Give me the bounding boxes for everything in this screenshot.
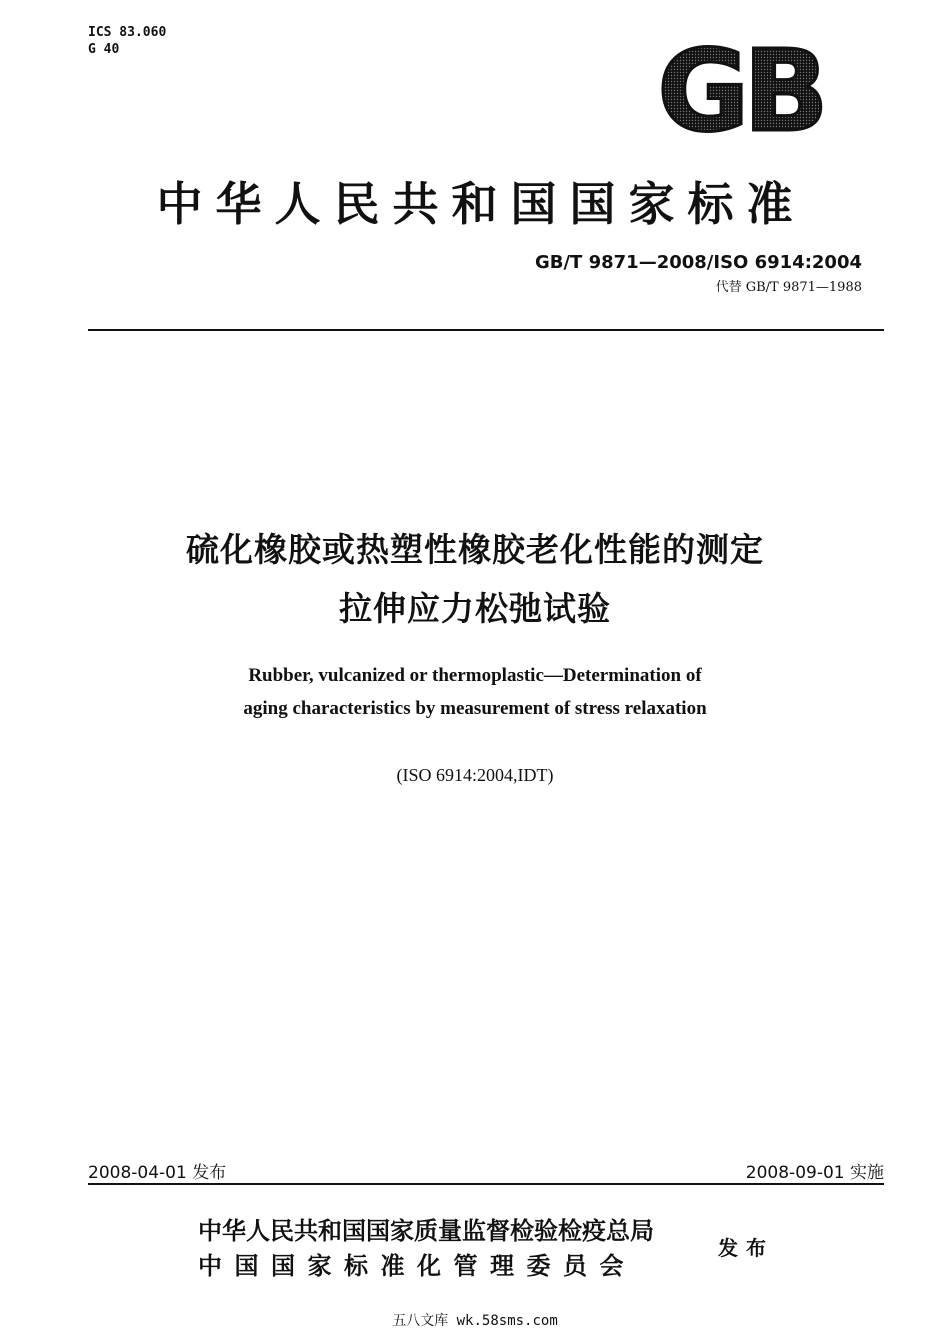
ics-classification — [88, 24, 166, 58]
issuer-aqsiq: 中华人民共和国国家质量监督检验检疫总局 — [198, 1216, 654, 1245]
document-type-title: 中华人民共和国国家标准 — [156, 177, 806, 231]
gb-logo — [640, 38, 840, 142]
ccs-code: G 40 — [88, 42, 120, 57]
gb-logo-icon — [640, 38, 840, 142]
publish-label: 发布 — [718, 1236, 774, 1260]
title-en-line-1: Rubber, vulcanized or thermoplastic—Determination of — [248, 665, 702, 686]
issuing-authorities — [198, 1213, 654, 1283]
replaces-standard: 代替 GB/T 9871—1988 — [715, 280, 862, 295]
issuer-sac: 中国国家标准化管理委员会 — [198, 1251, 636, 1280]
title-en-line-2: aging characteristics by measurement of stress relaxation — [243, 698, 707, 719]
footer-divider — [88, 1183, 884, 1185]
svg-text:GB: GB — [657, 38, 823, 142]
site-watermark: 五八文库 wk.58sms.com — [392, 1313, 558, 1329]
title-cn-line-2: 拉伸应力松弛试验 — [339, 589, 611, 628]
standard-number: GB/T 9871—2008/ISO 6914:2004 — [534, 252, 862, 273]
iso-reference: (ISO 6914:2004,IDT) — [396, 765, 554, 785]
publish-date: 2008-04-01 发布 — [88, 1163, 227, 1183]
title-cn-line-1: 硫化橡胶或热塑性橡胶老化性能的测定 — [186, 530, 764, 569]
ics-code: ICS 83.060 — [88, 25, 167, 40]
header-divider — [88, 329, 884, 331]
implementation-date: 2008-09-01 实施 — [745, 1163, 884, 1183]
